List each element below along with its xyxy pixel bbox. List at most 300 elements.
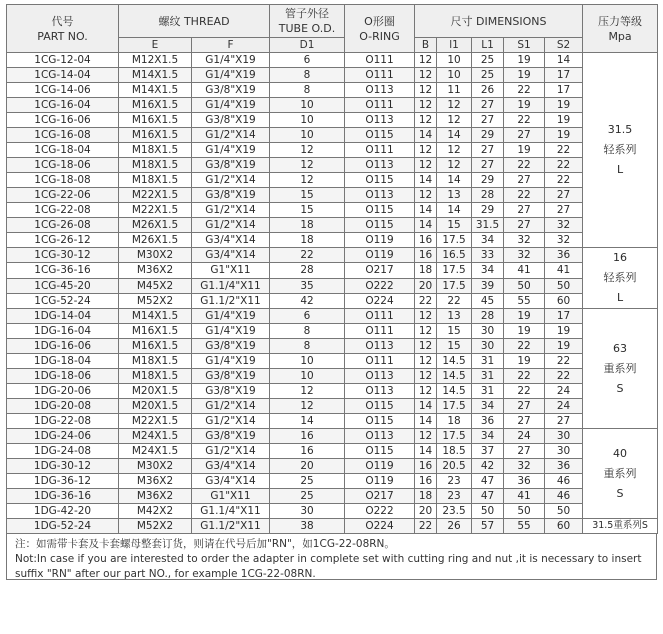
dim-s2-cell: 36 [545, 248, 583, 263]
note-en-line1: Not:In case if you are interested to order the adapter in complete set with cutting ring and nut ,it is necessary to insert [15, 553, 642, 565]
table-row [7, 113, 658, 128]
thread-f-header: F [192, 38, 270, 53]
dim-L1-cell: 31 [472, 369, 504, 384]
dim-l1-cell: 18.5 [437, 444, 472, 459]
dim-L1-cell: 30 [472, 324, 504, 339]
table-row [7, 429, 658, 444]
dim-s2-cell: 60 [545, 293, 583, 308]
thread-e-cell: M16X1.5 [119, 128, 192, 143]
dim-l1-cell: 15 [437, 324, 472, 339]
part-no-cell: 1CG-18-06 [7, 158, 119, 173]
thread-header: 螺纹 THREAD [119, 5, 270, 38]
dim-s2-cell: 19 [545, 324, 583, 339]
thread-f-cell: G1/2"X14 [192, 218, 270, 233]
dimensions-header: 尺寸 DIMENSIONS [415, 5, 583, 38]
dim-s1-header: S1 [504, 38, 545, 53]
oring-cell: O113 [345, 369, 415, 384]
tube-d1-cell: 12 [270, 173, 345, 188]
dim-L1-cell: 33 [472, 248, 504, 263]
oring-cell: O113 [345, 339, 415, 354]
thread-f-cell: G1/4"X19 [192, 143, 270, 158]
table-row [7, 68, 658, 83]
thread-e-cell: M52X2 [119, 519, 192, 534]
tube-d1-cell: 25 [270, 489, 345, 504]
part-no-cell: 1DG-36-16 [7, 489, 119, 504]
dim-b-header: B [415, 38, 437, 53]
thread-e-cell: M22X1.5 [119, 188, 192, 203]
dim-s1-cell: 22 [504, 369, 545, 384]
tube-d1-cell: 10 [270, 98, 345, 113]
dim-b-cell: 14 [415, 444, 437, 459]
dim-L1-cell: 25 [472, 53, 504, 68]
dim-l1-cell: 12 [437, 113, 472, 128]
tube-d1-cell: 22 [270, 248, 345, 263]
dim-b-cell: 12 [415, 354, 437, 369]
dim-l1-cell: 23 [437, 474, 472, 489]
thread-f-cell: G3/8"X19 [192, 429, 270, 444]
dim-s2-cell: 22 [545, 143, 583, 158]
dim-s1-cell: 27 [504, 444, 545, 459]
thread-f-cell: G3/8"X19 [192, 384, 270, 399]
oring-cell: O111 [345, 324, 415, 339]
part-no-cell: 1DG-16-04 [7, 324, 119, 339]
dim-b-cell: 12 [415, 339, 437, 354]
thread-e-cell: M16X1.5 [119, 113, 192, 128]
oring-cell: O115 [345, 218, 415, 233]
thread-f-cell: G1/2"X14 [192, 173, 270, 188]
oring-cell: O111 [345, 309, 415, 324]
oring-cell: O224 [345, 293, 415, 308]
dim-s1-cell: 19 [504, 53, 545, 68]
tube-d1-cell: 8 [270, 339, 345, 354]
dim-s1-cell: 41 [504, 489, 545, 504]
part-no-cell: 1DG-20-06 [7, 384, 119, 399]
thread-f-cell: G1"X11 [192, 489, 270, 504]
part-no-cell: 1CG-16-06 [7, 113, 119, 128]
dim-b-cell: 12 [415, 113, 437, 128]
dim-l1-cell: 14 [437, 203, 472, 218]
part-no-cell: 1CG-18-08 [7, 173, 119, 188]
dim-L1-cell: 31 [472, 384, 504, 399]
tube-d1-cell: 35 [270, 278, 345, 293]
dim-b-cell: 22 [415, 293, 437, 308]
dim-b-cell: 12 [415, 143, 437, 158]
tube-d1-cell: 14 [270, 414, 345, 429]
dim-s1-cell: 19 [504, 324, 545, 339]
part-no-cell: 1DG-22-08 [7, 414, 119, 429]
thread-f-cell: G1/2"X14 [192, 399, 270, 414]
tube-d1-cell: 15 [270, 188, 345, 203]
dim-l1-cell: 14.5 [437, 384, 472, 399]
oring-cell: O111 [345, 53, 415, 68]
thread-e-cell: M30X2 [119, 248, 192, 263]
thread-e-cell: M16X1.5 [119, 324, 192, 339]
dim-s2-cell: 32 [545, 218, 583, 233]
oring-cell: O111 [345, 68, 415, 83]
thread-e-cell: M18X1.5 [119, 354, 192, 369]
oring-cell: O119 [345, 459, 415, 474]
thread-f-cell: G3/4"X14 [192, 233, 270, 248]
dim-s1-cell: 36 [504, 474, 545, 489]
part-no-cn: 代号 [51, 14, 74, 28]
dim-s2-cell: 22 [545, 173, 583, 188]
part-no-cell: 1DG-18-04 [7, 354, 119, 369]
pressure-grade-code: S [616, 486, 624, 500]
tube-d1-cell: 28 [270, 263, 345, 278]
dim-s1-cell: 22 [504, 188, 545, 203]
dim-s2-cell: 60 [545, 519, 583, 534]
dim-L1-cell: 29 [472, 128, 504, 143]
thread-f-cell: G3/8"X19 [192, 339, 270, 354]
dim-l1-cell: 17.5 [437, 399, 472, 414]
table-row [7, 278, 658, 293]
dim-b-cell: 14 [415, 128, 437, 143]
tube-d1-cell: 20 [270, 459, 345, 474]
table-row [7, 98, 658, 113]
oring-cell: O115 [345, 399, 415, 414]
dim-b-cell: 14 [415, 218, 437, 233]
dim-L1-cell: 47 [472, 489, 504, 504]
dim-L1-cell: 37 [472, 444, 504, 459]
thread-e-cell: M16X1.5 [119, 339, 192, 354]
table-row [7, 293, 658, 308]
table-row [7, 474, 658, 489]
part-no-cell: 1CG-45-20 [7, 278, 119, 293]
dim-L1-cell: 45 [472, 293, 504, 308]
thread-f-cell: G1.1/2"X11 [192, 519, 270, 534]
pressure-grade-cell [583, 309, 658, 429]
dim-b-cell: 22 [415, 519, 437, 534]
table-row [7, 339, 658, 354]
dim-s1-cell: 32 [504, 233, 545, 248]
dim-s2-cell: 17 [545, 83, 583, 98]
dim-b-cell: 12 [415, 429, 437, 444]
pressure-grade-series: 轻系列 [603, 143, 637, 156]
tube-d1-cell: 15 [270, 203, 345, 218]
oring-cell: O222 [345, 504, 415, 519]
thread-e-cell: M30X2 [119, 459, 192, 474]
dim-s2-cell: 36 [545, 459, 583, 474]
dim-s2-cell: 27 [545, 188, 583, 203]
dim-L1-cell: 36 [472, 414, 504, 429]
pressure-grade-cell [583, 53, 658, 248]
tube-d1-cell: 8 [270, 83, 345, 98]
table-row [7, 384, 658, 399]
thread-e-cell: M45X2 [119, 278, 192, 293]
thread-f-cell: G1"X11 [192, 263, 270, 278]
dim-L1-cell: 42 [472, 459, 504, 474]
spec-table-body [7, 53, 658, 534]
order-notes [6, 534, 657, 580]
oring-header [345, 5, 415, 53]
dim-L1-cell: 50 [472, 504, 504, 519]
thread-f-cell: G1/4"X19 [192, 354, 270, 369]
table-row [7, 504, 658, 519]
tube-d1-cell: 16 [270, 429, 345, 444]
oring-cell: O111 [345, 98, 415, 113]
pressure-header [583, 5, 658, 53]
dim-l1-cell: 26 [437, 519, 472, 534]
thread-e-cell: M14X1.5 [119, 83, 192, 98]
dim-l1-cell: 10 [437, 68, 472, 83]
oring-cell: O113 [345, 158, 415, 173]
parts-spec-sheet [6, 4, 657, 580]
dim-l1-cell: 14.5 [437, 369, 472, 384]
dim-l1-cell: 15 [437, 218, 472, 233]
tube-d1-cell: 25 [270, 474, 345, 489]
table-row [7, 309, 658, 324]
thread-e-cell: M36X2 [119, 474, 192, 489]
oring-cell: O115 [345, 203, 415, 218]
dim-L1-cell: 47 [472, 474, 504, 489]
pressure-en: Mpa [608, 29, 632, 43]
dim-s2-cell: 27 [545, 203, 583, 218]
dim-s1-cell: 55 [504, 519, 545, 534]
dim-b-cell: 12 [415, 324, 437, 339]
dim-L1-cell: 34 [472, 399, 504, 414]
table-row [7, 128, 658, 143]
thread-e-cell: M16X1.5 [119, 98, 192, 113]
oring-cell: O115 [345, 414, 415, 429]
dim-l1-cell: 13 [437, 309, 472, 324]
table-row [7, 158, 658, 173]
dim-l1-cell: 17.5 [437, 263, 472, 278]
oring-cell: O222 [345, 278, 415, 293]
dim-b-cell: 14 [415, 399, 437, 414]
oring-cell: O119 [345, 233, 415, 248]
dim-b-cell: 12 [415, 53, 437, 68]
oring-cell: O111 [345, 143, 415, 158]
thread-e-cell: M42X2 [119, 504, 192, 519]
dim-s1-cell: 22 [504, 83, 545, 98]
pressure-cn: 压力等级 [598, 14, 643, 28]
dim-s1-cell: 19 [504, 98, 545, 113]
oring-cell: O113 [345, 384, 415, 399]
dim-L1-header: L1 [472, 38, 504, 53]
dim-s2-cell: 50 [545, 278, 583, 293]
dim-s2-cell: 17 [545, 309, 583, 324]
pressure-grade-cell: 31.5重系列S [583, 519, 658, 534]
dim-s1-cell: 22 [504, 158, 545, 173]
oring-cell: O217 [345, 263, 415, 278]
part-no-cell: 1CG-16-08 [7, 128, 119, 143]
pressure-grade-code: L [616, 291, 624, 304]
table-row [7, 173, 658, 188]
thread-e-cell: M22X1.5 [119, 203, 192, 218]
dim-l1-cell: 12 [437, 143, 472, 158]
part-no-cell: 1CG-22-06 [7, 188, 119, 203]
dim-b-cell: 12 [415, 98, 437, 113]
thread-f-cell: G3/8"X19 [192, 158, 270, 173]
thread-f-cell: G1/4"X19 [192, 324, 270, 339]
dim-b-cell: 16 [415, 233, 437, 248]
tube-d1-cell: 18 [270, 233, 345, 248]
dim-b-cell: 16 [415, 474, 437, 489]
dim-l1-cell: 13 [437, 188, 472, 203]
pressure-grade-value: 63 [613, 341, 628, 355]
thread-e-cell: M24X1.5 [119, 429, 192, 444]
spec-table [6, 4, 658, 534]
dim-L1-cell: 26 [472, 83, 504, 98]
dim-l1-header: l1 [437, 38, 472, 53]
thread-f-cell: G3/4"X14 [192, 248, 270, 263]
thread-e-cell: M14X1.5 [119, 309, 192, 324]
thread-e-cell: M18X1.5 [119, 143, 192, 158]
pressure-grade-series: 重系列 [603, 361, 637, 375]
dim-l1-cell: 12 [437, 98, 472, 113]
part-no-cell: 1CG-22-08 [7, 203, 119, 218]
dim-L1-cell: 34 [472, 233, 504, 248]
part-no-en: PART NO. [37, 29, 88, 43]
table-row [7, 414, 658, 429]
dim-b-cell: 12 [415, 309, 437, 324]
dim-L1-cell: 27 [472, 113, 504, 128]
part-no-cell: 1DG-24-06 [7, 429, 119, 444]
table-row [7, 324, 658, 339]
oring-cell: O113 [345, 429, 415, 444]
table-row [7, 519, 658, 534]
tube-d1-cell: 6 [270, 309, 345, 324]
thread-e-cell: M26X1.5 [119, 233, 192, 248]
dim-s2-cell: 19 [545, 98, 583, 113]
dim-s2-header: S2 [545, 38, 583, 53]
pressure-grade-series: 重系列 [603, 466, 637, 480]
thread-f-cell: G1/2"X14 [192, 203, 270, 218]
table-row [7, 489, 658, 504]
dim-s1-cell: 19 [504, 309, 545, 324]
tube-d1-cell: 12 [270, 143, 345, 158]
oring-cell: O113 [345, 188, 415, 203]
dim-s2-cell: 19 [545, 113, 583, 128]
tube-d1-cell: 10 [270, 369, 345, 384]
dim-l1-cell: 14 [437, 128, 472, 143]
table-row [7, 263, 658, 278]
dim-L1-cell: 27 [472, 158, 504, 173]
oring-cell: O113 [345, 83, 415, 98]
dim-l1-cell: 16.5 [437, 248, 472, 263]
oring-cell: O115 [345, 128, 415, 143]
tube-d1-header: D1 [270, 38, 345, 53]
oring-cn: O形圈 [364, 14, 395, 28]
pressure-grade-code: S [616, 381, 624, 395]
note-en-line2: suffix "RN" after our part NO., for example 1CG-22-08RN. [15, 568, 316, 580]
dim-s2-cell: 32 [545, 233, 583, 248]
thread-e-cell: M26X1.5 [119, 218, 192, 233]
dim-L1-cell: 30 [472, 339, 504, 354]
dim-s1-cell: 27 [504, 173, 545, 188]
dim-s2-cell: 22 [545, 354, 583, 369]
dim-L1-cell: 28 [472, 188, 504, 203]
part-no-cell: 1DG-52-24 [7, 519, 119, 534]
thread-e-cell: M22X1.5 [119, 414, 192, 429]
dim-l1-cell: 20.5 [437, 459, 472, 474]
dim-L1-cell: 25 [472, 68, 504, 83]
dim-l1-cell: 15 [437, 339, 472, 354]
pressure-grade-value: 40 [613, 446, 628, 460]
tube-d1-cell: 10 [270, 113, 345, 128]
part-no-cell: 1DG-24-08 [7, 444, 119, 459]
part-no-cell: 1DG-20-08 [7, 399, 119, 414]
dim-l1-cell: 11 [437, 83, 472, 98]
table-row [7, 203, 658, 218]
part-no-cell: 1CG-16-04 [7, 98, 119, 113]
part-no-cell: 1CG-14-04 [7, 68, 119, 83]
dim-s1-cell: 24 [504, 429, 545, 444]
part-no-cell: 1CG-26-08 [7, 218, 119, 233]
table-row [7, 233, 658, 248]
dim-s2-cell: 22 [545, 369, 583, 384]
oring-en: O-RING [359, 29, 400, 43]
dim-l1-cell: 17.5 [437, 278, 472, 293]
tube-d1-cell: 6 [270, 53, 345, 68]
dim-s1-cell: 27 [504, 399, 545, 414]
dim-l1-cell: 10 [437, 53, 472, 68]
dim-L1-cell: 28 [472, 309, 504, 324]
oring-cell: O111 [345, 354, 415, 369]
dim-b-cell: 12 [415, 68, 437, 83]
dim-s1-cell: 27 [504, 414, 545, 429]
tube-d1-cell: 12 [270, 384, 345, 399]
dim-s1-cell: 50 [504, 504, 545, 519]
dim-s1-cell: 32 [504, 459, 545, 474]
dim-s1-cell: 55 [504, 293, 545, 308]
dim-L1-cell: 31.5 [472, 218, 504, 233]
dim-s1-cell: 19 [504, 68, 545, 83]
table-row [7, 444, 658, 459]
dim-s2-cell: 46 [545, 489, 583, 504]
dim-L1-cell: 31 [472, 354, 504, 369]
table-row [7, 354, 658, 369]
part-no-header [7, 5, 119, 53]
dim-b-cell: 16 [415, 459, 437, 474]
thread-f-cell: G3/8"X19 [192, 188, 270, 203]
dim-L1-cell: 34 [472, 429, 504, 444]
dim-b-cell: 12 [415, 83, 437, 98]
table-row [7, 218, 658, 233]
thread-e-cell: M36X2 [119, 489, 192, 504]
dim-s2-cell: 19 [545, 339, 583, 354]
dim-l1-cell: 23 [437, 489, 472, 504]
tube-d1-cell: 12 [270, 158, 345, 173]
dim-L1-cell: 34 [472, 263, 504, 278]
tube-d1-cell: 12 [270, 399, 345, 414]
dim-s1-cell: 32 [504, 248, 545, 263]
tube-d1-cell: 30 [270, 504, 345, 519]
thread-f-cell: G3/8"X19 [192, 113, 270, 128]
dim-L1-cell: 29 [472, 203, 504, 218]
thread-e-cell: M20X1.5 [119, 399, 192, 414]
dim-s2-cell: 30 [545, 429, 583, 444]
dim-s1-cell: 22 [504, 339, 545, 354]
thread-f-cell: G3/4"X14 [192, 459, 270, 474]
thread-e-cell: M20X1.5 [119, 384, 192, 399]
part-no-cell: 1DG-36-12 [7, 474, 119, 489]
dim-l1-cell: 23.5 [437, 504, 472, 519]
dim-s2-cell: 19 [545, 128, 583, 143]
part-no-cell: 1CG-26-12 [7, 233, 119, 248]
part-no-cell: 1CG-52-24 [7, 293, 119, 308]
dim-l1-cell: 22 [437, 293, 472, 308]
table-row [7, 188, 658, 203]
thread-f-cell: G1/2"X14 [192, 414, 270, 429]
tube-d1-cell: 10 [270, 354, 345, 369]
tube-od-header [270, 5, 345, 38]
thread-e-cell: M12X1.5 [119, 53, 192, 68]
thread-f-cell: G1.1/4"X11 [192, 278, 270, 293]
table-row [7, 248, 658, 263]
dim-l1-cell: 18 [437, 414, 472, 429]
thread-f-cell: G1/4"X19 [192, 309, 270, 324]
